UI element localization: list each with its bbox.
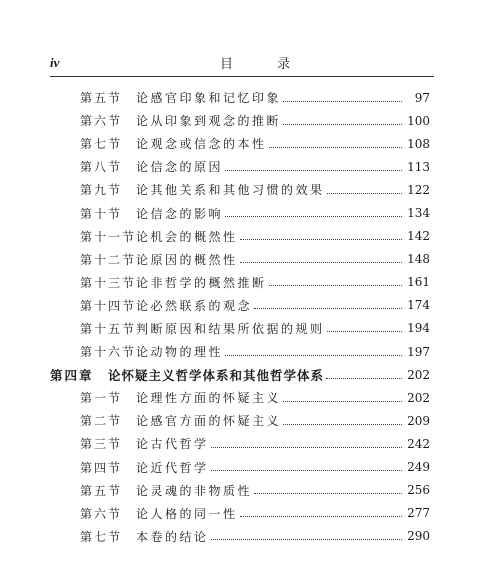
dot-leader — [269, 146, 402, 148]
toc-section-entry — [0, 409, 487, 432]
toc-section-entry — [0, 502, 487, 525]
entry-title: 论信念的原因 — [136, 160, 224, 175]
toc-section-entry — [0, 248, 487, 271]
entry-number: 第四章 — [50, 367, 94, 383]
entry-title: 论观念或信念的本性 — [136, 137, 267, 152]
entry-page-number: 142 — [407, 229, 430, 244]
entry-number: 第七节 — [80, 529, 123, 544]
toc-section-entry — [0, 109, 487, 132]
entry-page-number: 202 — [407, 367, 430, 382]
toc-section-entry — [0, 456, 487, 479]
entry-title: 论非哲学的概然推断 — [136, 275, 267, 290]
dot-leader — [283, 400, 402, 402]
dot-leader — [240, 515, 402, 517]
entry-title: 判断原因和结果所依据的规则 — [136, 321, 325, 336]
entry-page-number: 249 — [407, 460, 430, 475]
entry-page-number: 194 — [407, 321, 430, 336]
dot-leader — [240, 238, 402, 240]
dot-leader — [211, 469, 402, 471]
entry-number: 第十五节 — [80, 321, 137, 336]
dot-leader — [269, 284, 402, 286]
entry-number: 第十三节 — [80, 275, 137, 290]
page-number: iv — [50, 55, 60, 70]
dot-leader — [254, 492, 402, 494]
dot-leader — [225, 169, 402, 171]
entry-title: 论感官印象和记忆印象 — [136, 91, 282, 106]
toc-section-entry — [0, 340, 487, 363]
entry-page-number: 256 — [407, 483, 430, 498]
page-header-title: 目 录 — [220, 57, 311, 72]
entry-number: 第十六节 — [80, 345, 137, 360]
entry-title: 论机会的概然性 — [136, 229, 238, 244]
entry-title: 论原因的概然性 — [136, 252, 238, 267]
entry-title: 论人格的同一性 — [136, 506, 238, 521]
entry-number: 第五节 — [80, 483, 123, 498]
entry-title: 论怀疑主义哲学体系和其他哲学体系 — [108, 367, 325, 383]
entry-page-number: 122 — [407, 182, 430, 197]
toc-section-entry — [0, 317, 487, 340]
dot-leader — [326, 377, 402, 379]
entry-page-number: 161 — [407, 275, 430, 290]
entry-page-number: 209 — [407, 413, 430, 428]
toc-section-entry — [0, 479, 487, 502]
dot-leader — [254, 307, 402, 309]
entry-number: 第九节 — [80, 183, 123, 198]
entry-page-number: 100 — [407, 113, 430, 128]
entry-number: 第二节 — [80, 414, 123, 429]
entry-page-number: 202 — [407, 390, 430, 405]
entry-number: 第十四节 — [80, 298, 137, 313]
entry-page-number: 242 — [407, 436, 430, 451]
entry-number: 第五节 — [80, 91, 123, 106]
toc-section-entry — [0, 132, 487, 155]
toc-section-entry — [0, 294, 487, 317]
dot-leader — [283, 423, 402, 425]
entry-number: 第七节 — [80, 137, 123, 152]
dot-leader — [211, 538, 402, 540]
entry-title: 论感官方面的怀疑主义 — [136, 414, 282, 429]
entry-page-number: 134 — [407, 206, 430, 221]
entry-page-number: 174 — [407, 298, 430, 313]
toc-section-entry — [0, 271, 487, 294]
entry-number: 第四节 — [80, 460, 123, 475]
entry-title: 论近代哲学 — [136, 460, 209, 475]
entry-page-number: 290 — [407, 529, 430, 544]
header-rule — [50, 76, 434, 77]
entry-title: 论动物的理性 — [136, 345, 224, 360]
entry-number: 第六节 — [80, 114, 123, 129]
toc-section-entry — [0, 155, 487, 178]
entry-title: 论从印象到观念的推断 — [136, 114, 282, 129]
toc-chapter-entry — [0, 363, 487, 386]
entry-title: 论必然联系的观念 — [136, 298, 253, 313]
entry-title: 论理性方面的怀疑主义 — [136, 391, 282, 406]
dot-leader — [283, 100, 402, 102]
entry-page-number: 97 — [414, 90, 430, 105]
dot-leader — [225, 215, 402, 217]
entry-title: 论古代哲学 — [136, 437, 209, 452]
toc-section-entry — [0, 525, 487, 548]
dot-leader — [327, 330, 402, 332]
dot-leader — [211, 446, 402, 448]
entry-page-number: 113 — [407, 159, 430, 174]
dot-leader — [283, 123, 402, 125]
entry-number: 第十二节 — [80, 252, 137, 267]
toc-section-entry — [0, 432, 487, 455]
dot-leader — [240, 261, 402, 263]
entry-page-number: 108 — [407, 136, 430, 151]
entry-title: 本卷的结论 — [136, 529, 209, 544]
toc-section-entry — [0, 201, 487, 224]
entry-number: 第三节 — [80, 437, 123, 452]
entry-title: 论其他关系和其他习惯的效果 — [136, 183, 325, 198]
toc-section-entry — [0, 386, 487, 409]
dot-leader — [225, 354, 402, 356]
entry-title: 论信念的影响 — [136, 206, 224, 221]
entry-page-number: 277 — [407, 506, 430, 521]
entry-title: 论灵魂的非物质性 — [136, 483, 253, 498]
entry-number: 第八节 — [80, 160, 123, 175]
entry-number: 第一节 — [80, 391, 123, 406]
entry-number: 第六节 — [80, 506, 123, 521]
entry-page-number: 148 — [407, 252, 430, 267]
entry-number: 第十一节 — [80, 229, 137, 244]
toc-section-entry — [0, 86, 487, 109]
entry-page-number: 197 — [407, 344, 430, 359]
toc-section-entry — [0, 225, 487, 248]
dot-leader — [327, 192, 402, 194]
table-of-contents — [0, 86, 487, 548]
toc-section-entry — [0, 178, 487, 201]
entry-number: 第十节 — [80, 206, 123, 221]
